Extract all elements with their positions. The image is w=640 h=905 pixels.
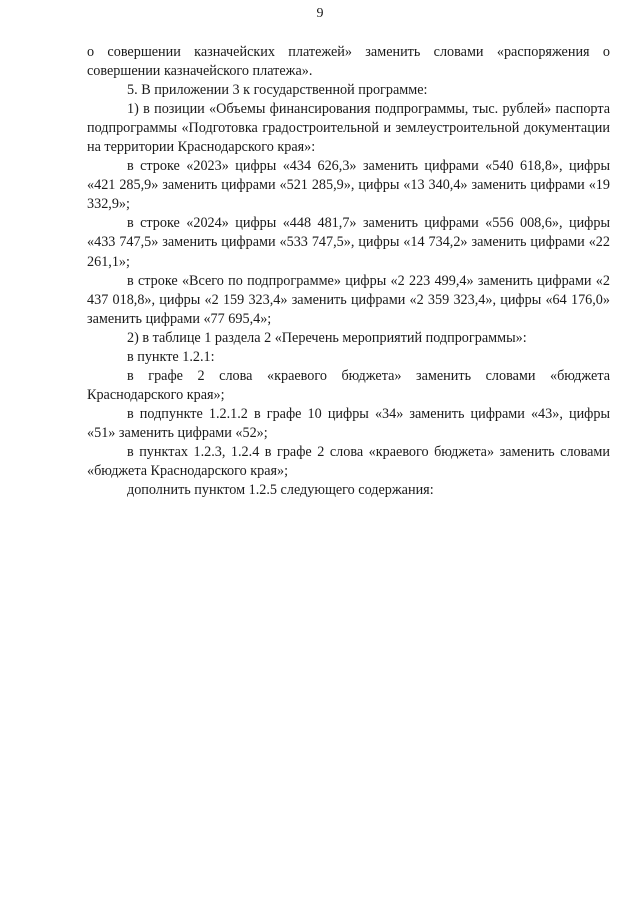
document-body <box>87 43 610 500</box>
paragraph-continuation: о совершении казначейских платежей» заменить словами «распоряжения о совершении казначейского платежа». <box>87 44 610 80</box>
paragraph-subitem-1: 1) в позиции «Объемы финансирования подпрограммы, тыс. рублей» паспорта подпрограммы «Подготовка градостроительной и землеустроительной документации на территории Краснодарского края»: <box>87 101 610 156</box>
paragraph-point-1-2-1: в пункте 1.2.1: <box>127 348 215 365</box>
paragraph-row-2023: в строке «2023» цифры «434 626,3» заменить цифрами «540 618,8», цифры «421 285,9» заменить цифрами «521 285,9», цифры «13 340,4» заменить цифрами «19 332,9»; <box>87 158 610 213</box>
paragraph-points-1-2-3-1-2-4: в пунктах 1.2.3, 1.2.4 в графе 2 слова «краевого бюджета» заменить словами «бюджета Краснодарского края»; <box>87 443 610 480</box>
paragraph-row-2024: в строке «2024» цифры «448 481,7» заменить цифрами «556 008,6», цифры «433 747,5» заменить цифрами «533 747,5», цифры «14 734,2» заменить цифрами «22 261,1»; <box>87 215 610 270</box>
paragraph-subpoint-1-2-1-2: в подпункте 1.2.1.2 в графе 10 цифры «34» заменить цифрами «43», цифры «51» заменить цифрами «52»; <box>87 405 610 441</box>
paragraph-add-point-1-2-5: дополнить пунктом 1.2.5 следующего содержания: <box>127 482 434 499</box>
paragraph-subitem-2: 2) в таблице 1 раздела 2 «Перечень мероприятий подпрограммы»: <box>127 329 527 346</box>
paragraph-column-2: в графе 2 слова «краевого бюджета» заменить словами «бюджета Краснодарского края»; <box>87 367 610 403</box>
page-number: 9 <box>316 6 324 21</box>
paragraph-row-total: в строке «Всего по подпрограмме» цифры «2 223 499,4» заменить цифрами «2 437 018,8», цифры «2 159 323,4» заменить цифрами «2 359 323,4», цифры «64 176,0» заменить цифрами «77 695,4»; <box>87 272 610 327</box>
paragraph-item-5: 5. В приложении 3 к государственной программе: <box>127 82 428 99</box>
